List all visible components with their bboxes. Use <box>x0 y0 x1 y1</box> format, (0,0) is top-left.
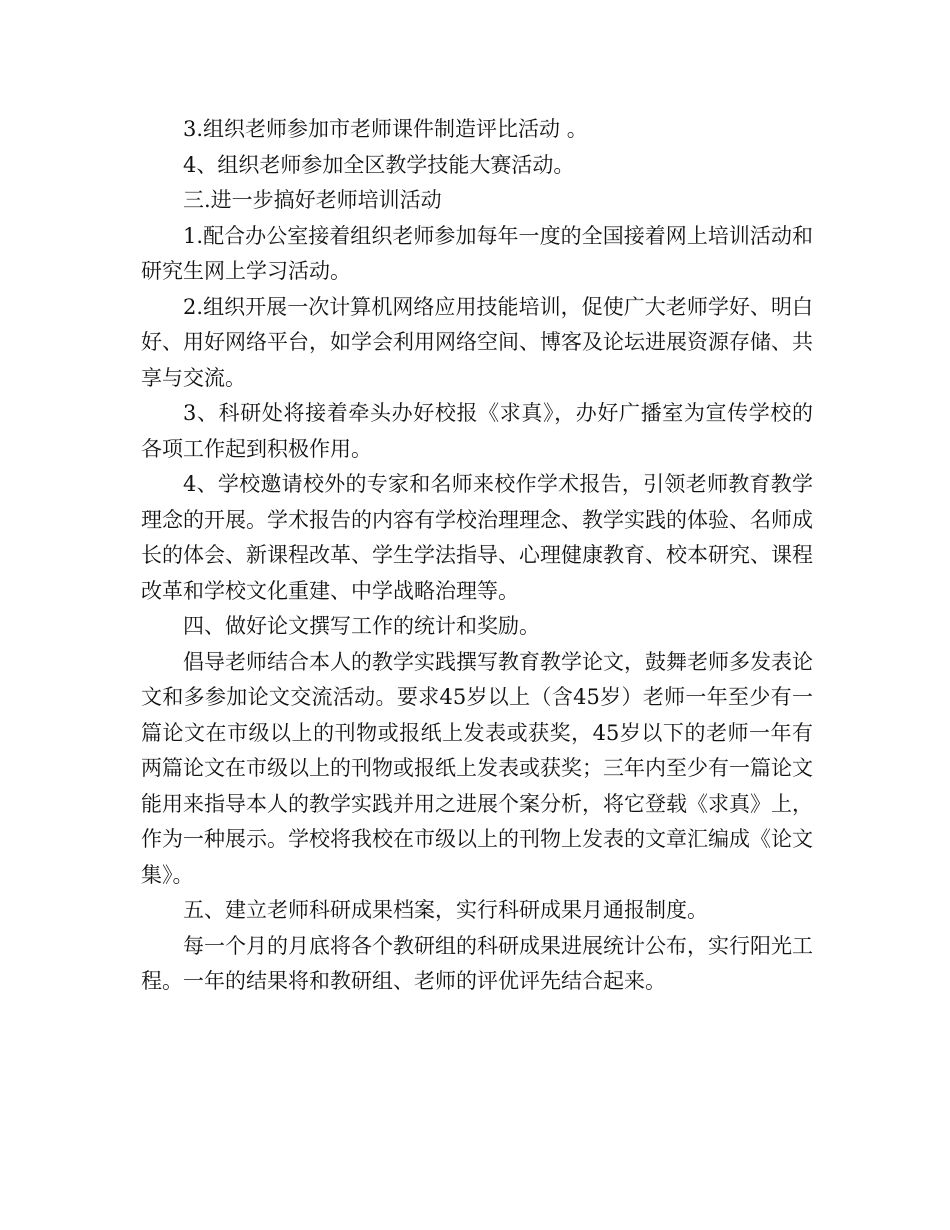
paragraph-item-4-expert-lectures: 4、学校邀请校外的专家和名师来校作学术报告，引领老师教育教学理念的开展。学术报告的内容有学校治理理念、教学实践的体验、名师成长的体会、新课程改革、学生学法指导、心理健康教育、校本研究、课程改革和学校文化重建、中学战略治理等。 <box>141 472 813 603</box>
section-heading-papers: 四、做好论文撰写工作的统计和奖励。 <box>183 614 540 638</box>
paragraph-monthly-report: 每一个月的月底将各个教研组的科研成果进展统计公布，实行阳光工程。一年的结果将和教研组、老师的评优评先结合起来。 <box>141 933 813 993</box>
document-body <box>141 112 813 1000</box>
paragraph-paper-requirements: 倡导老师结合本人的教学实践撰写教育教学论文，鼓舞老师多发表论文和多参加论文交流活动。要求45岁以上（含45岁）老师一年至少有一篇论文在市级以上的刊物或报纸上发表或获奖，45岁以下的老师一年有两篇论文在市级以上的刊物或报纸上发表或获奖；三年内至少有一篇论文能用来指导本人的教学实践并用之进展个案分析，将它登载《求真》上，作为一种展示。学校将我校在市级以上的刊物上发表的文章汇编成《论文集》。 <box>141 649 813 887</box>
paragraph-item-1-online-training: 1.配合办公室接着组织老师参加每年一度的全国接着网上培训活动和研究生网上学习活动。 <box>141 223 813 283</box>
section-heading-training: 三.进一步搞好老师培训活动 <box>183 188 442 212</box>
paragraph-item-3-courseware: 3.组织老师参加市老师课件制造评比活动 。 <box>183 117 588 141</box>
paragraph-item-4-skills-contest: 4、组织老师参加全区教学技能大赛活动。 <box>183 152 575 177</box>
paragraph-item-2-network-training: 2.组织开展一次计算机网络应用技能培训，促使广大老师学好、明白好、用好网络平台，如学会利用网络空间、博客及论坛进展资源存储、共享与交流。 <box>141 294 813 390</box>
paragraph-item-3-school-newspaper: 3、科研处将接着牵头办好校报《求真》，办好广播室为宣传学校的各项工作起到积极作用。 <box>141 401 813 461</box>
section-heading-research-archive: 五、建立老师科研成果档案，实行科研成果月通报制度。 <box>183 898 708 922</box>
